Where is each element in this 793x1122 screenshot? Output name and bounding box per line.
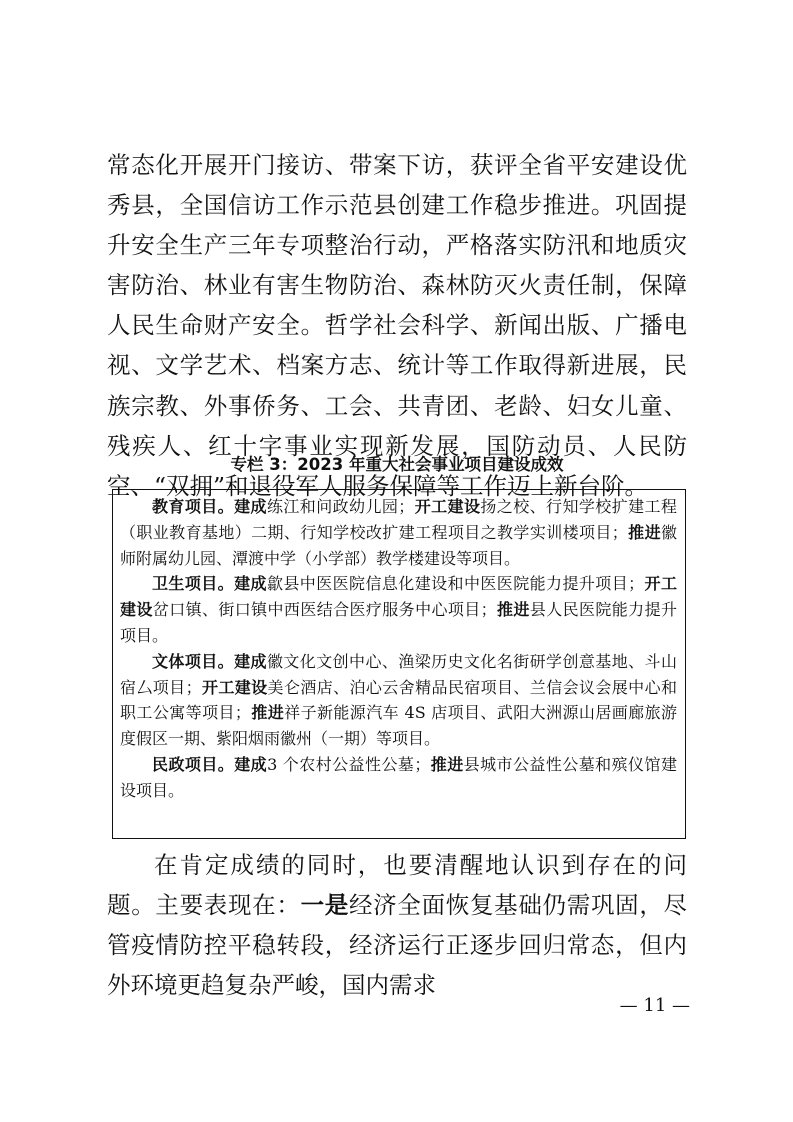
page-number: — 11 — (619, 995, 690, 1016)
civil-advancing-text: 县城市公益性公墓和殡仪馆建设项目。 (120, 754, 677, 800)
problems-first-keyword: 一是 (300, 891, 349, 920)
health-completed-text: 歙县中医医院信息化建设和中医医院能力提升项目； (266, 574, 645, 594)
culture-advancing-text: 祥子新能源汽车 4S 店项目、武阳大洲源山居画廊旅游度假区一期、紫阳烟雨徽州（一期）等项目。 (120, 703, 677, 749)
health-kw-advancing: 推进 (496, 600, 530, 620)
education-heading: 教育项目。 (152, 497, 235, 516)
culture-kw-completed: 建成 (234, 651, 267, 671)
problems-paragraph (107, 845, 687, 1005)
intro-paragraph: 常态化开展开门接访、带案下访，获评全省平安建设优秀县，全国信访工作示范县创建工作稳步推进。巩固提升安全生产三年专项整治行动，严格落实防汛和地质灾害防治、林业有害生物防治、森林防灭火责任制，保障人民生命财产安全。哲学社会科学、新闻出版、广播电视、文学艺术、档案方志、统计等工作取得新进展，民族宗教、外事侨务、工会、共青团、老龄、妇女儿童、残疾人、红十字事业实现新发展，国防动员、人民防空、“双拥”和退役军人服务保障等工作迈上新台阶。 (107, 151, 687, 500)
civil-kw-completed: 建成 (234, 754, 268, 774)
civil-completed-text: 3 个农村公益性公墓； (267, 754, 431, 774)
health-heading: 卫生项目。 (152, 574, 235, 594)
education-project-paragraph (120, 494, 677, 571)
problems-first-text: 经济全面恢复基础仍需巩固，尽管疫情防控平稳转段，经济运行正逐步回归常态，但内外环境更趋复杂严峻，国内需求 (107, 891, 688, 1000)
education-kw-completed: 建成 (234, 497, 267, 516)
culture-heading: 文体项目。 (152, 651, 235, 671)
education-completed-text: 练江和问政幼儿园； (266, 497, 415, 516)
health-advancing-text: 县人民医院能力提升项目。 (120, 600, 677, 645)
health-started-text: 岔口镇、街口镇中西医结合医疗服务中心项目； (152, 600, 497, 620)
education-kw-advancing: 推进 (627, 522, 661, 542)
health-kw-started: 开工建设 (120, 574, 677, 620)
culture-project-paragraph (120, 649, 677, 752)
health-kw-completed: 建成 (234, 574, 267, 594)
culture-kw-started: 开工建设 (201, 677, 268, 697)
project-box (112, 489, 686, 839)
culture-completed-text: 徽文化文创中心、渔梁历史文化名街研学创意基地、斗山宿厶项目； (120, 651, 677, 697)
education-advancing-text: 徽师附属幼儿园、潭渡中学（小学部）教学楼建设等项目。 (120, 522, 677, 568)
civil-heading: 民政项目。 (152, 754, 235, 774)
section-title: 专栏 3：2023 年重大社会事业项目建设成效 (230, 455, 564, 474)
health-project-paragraph (120, 571, 677, 648)
education-kw-started: 开工建设 (414, 497, 481, 516)
culture-started-text: 美仑酒店、泊心云舍精品民宿项目、兰信会议会展中心和职工公寓等项目； (120, 677, 677, 723)
civil-project-paragraph (120, 752, 677, 804)
problems-lead: 在肯定成绩的同时，也要清醒地认识到存在的问题。主要表现在： (107, 851, 687, 920)
culture-kw-advancing: 推进 (250, 703, 285, 723)
civil-kw-advancing: 推进 (430, 754, 464, 774)
education-started-text: 扬之校、行知学校扩建工程（职业教育基地）二期、行知学校改扩建工程项目之教学实训楼项目； (120, 497, 677, 542)
